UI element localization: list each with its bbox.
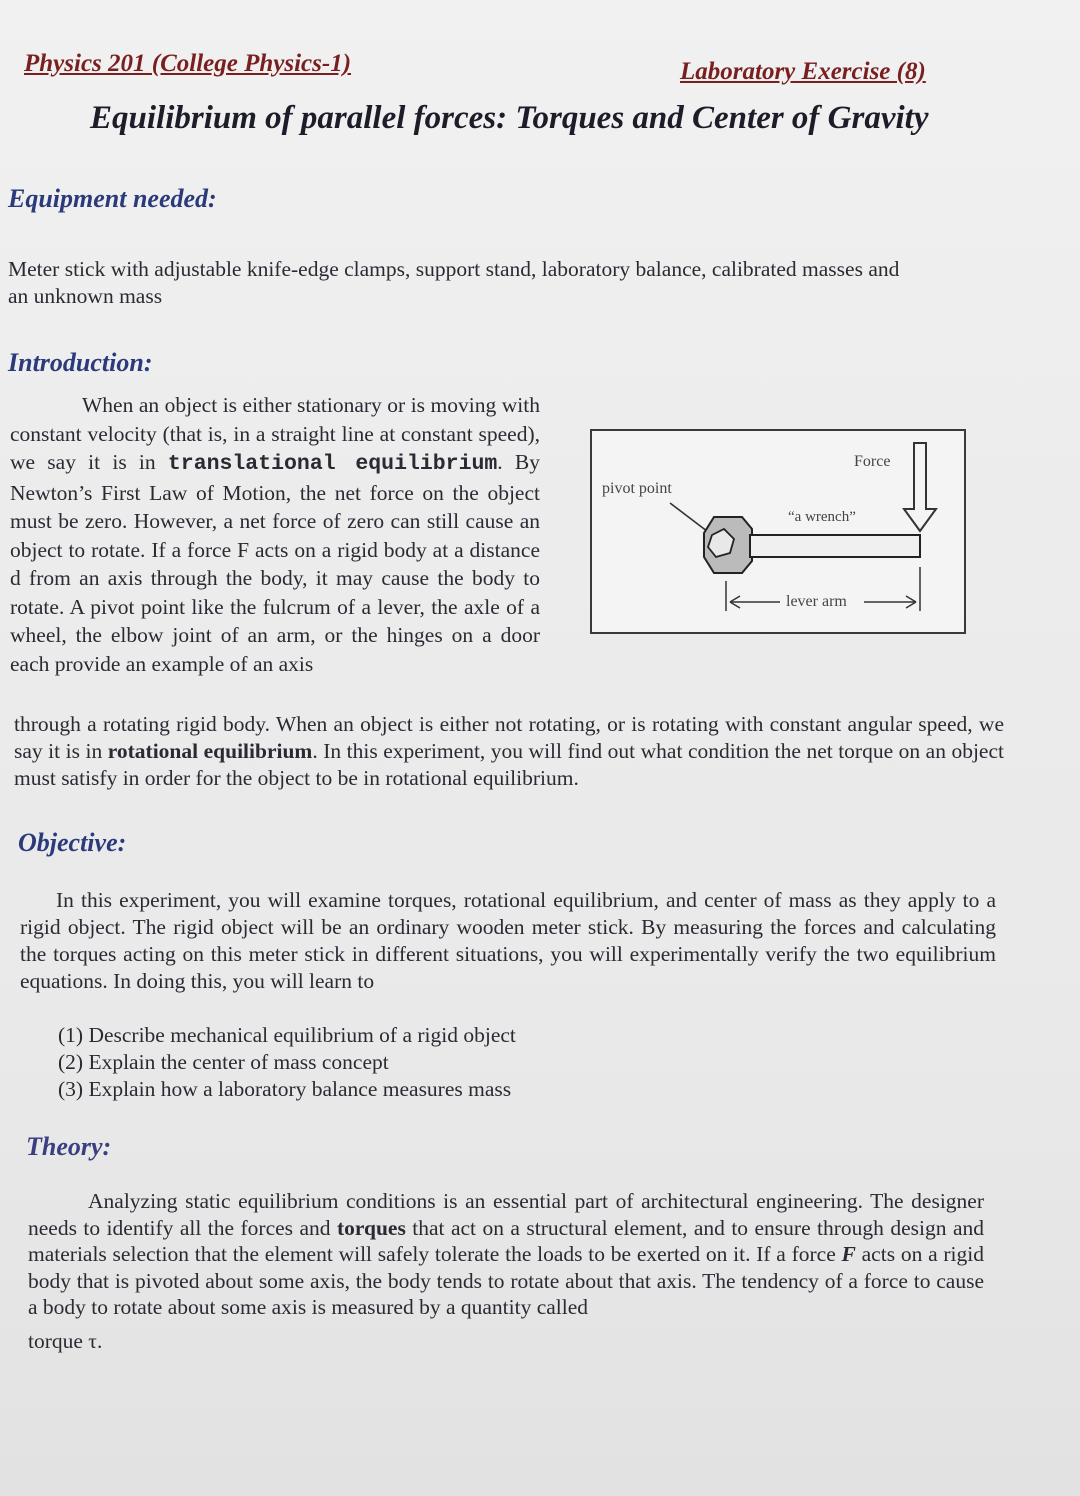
wrench-label: “a wrench”: [788, 509, 856, 525]
page-title: Equilibrium of parallel forces: Torques and Center of Gravity: [90, 100, 929, 136]
wrench-figure: [590, 429, 966, 634]
objective-item-1: (1) Describe mechanical equilibrium of a rigid object: [58, 1023, 516, 1047]
objective-item-3: (3) Explain how a laboratory balance measures mass: [58, 1077, 512, 1101]
theory-paragraph: [28, 1188, 984, 1321]
objective-heading: Objective:: [18, 828, 127, 857]
lab-header: Laboratory Exercise (8): [680, 58, 926, 85]
theory-text-3: acts on a rigid body that is pivoted about some axis, the body tends to rotate about that axis. The tendency of a force to cause a body to rotate about some axis is measured by a quantity called: [28, 1242, 985, 1319]
objective-item-2: (2) Explain the center of mass concept: [58, 1050, 389, 1074]
equipment-text: [8, 256, 1038, 310]
force-symbol: F: [841, 1242, 856, 1266]
term-translational-equilibrium: translational equilibrium: [167, 452, 498, 476]
force-arrow-icon: [904, 443, 936, 531]
theory-text-1: Analyzing static equilibrium conditions is an essential part of architectural engineering. The designer needs to identify all the forces and: [28, 1189, 984, 1240]
course-header: Physics 201 (College Physics-1): [24, 50, 352, 77]
objective-list: [58, 1022, 516, 1103]
wrench-diagram: [592, 431, 964, 632]
introduction-paragraph-2: [14, 711, 1004, 792]
equipment-line-1: Meter stick with adjustable knife-edge clamps, support stand, laboratory balance, calibrated masses and: [8, 257, 900, 281]
objective-paragraph: In this experiment, you will examine torques, rotational equilibrium, and center of mass as they apply to a rigid object. The rigid object will be an ordinary wooden meter stick. By measuring the forces and calculating the torques acting on this meter stick in different situations, you will experimentally verify the two equilibrium equations. In doing this, you will learn to: [20, 888, 996, 993]
term-rotational-equilibrium: rotational equilibrium: [107, 739, 313, 763]
intro-text-2: . By Newton’s First Law of Motion, the net force on the object must be zero. However, a net force of zero can still cause an object to rotate. If a force F acts on a rigid body at a distance d from an axis through the body, it may cause the body to rotate. A pivot point like the fulcrum of a lever, the axle of a wheel, the elbow joint of an arm, or the hinges on a door each provide an example of an axis: [10, 450, 540, 676]
wrench-handle-icon: [750, 535, 920, 557]
introduction-heading: Introduction:: [8, 348, 153, 377]
intro-text-1: When an object is either stationary or is moving with constant velocity (that is, in a straight line at constant speed), we say it is in: [10, 393, 540, 474]
theory-heading: Theory:: [26, 1132, 112, 1161]
term-torques: torques: [336, 1215, 406, 1240]
pivot-point-label: pivot point: [602, 480, 672, 497]
theory-last-line: torque τ.: [28, 1329, 103, 1353]
lever-arm-label: lever arm: [786, 593, 847, 610]
intro-text-4: . In this experiment, you will find out what condition the net torque on an object must satisfy in order for the object to be in rotational equilibrium.: [14, 739, 1004, 790]
theory-text-2: that act on a structural element, and to ensure through design and materials selection that the element will safely tolerate the loads to be exerted on it. If a force: [28, 1215, 984, 1266]
equipment-heading: Equipment needed:: [8, 184, 217, 213]
introduction-paragraph-1: [10, 391, 540, 678]
intro-text-3: through a rotating rigid body. When an object is either not rotating, or is rotating with constant angular speed, we say it is in: [14, 712, 1004, 763]
equipment-line-2: an unknown mass: [8, 284, 163, 308]
force-label: Force: [854, 453, 891, 470]
